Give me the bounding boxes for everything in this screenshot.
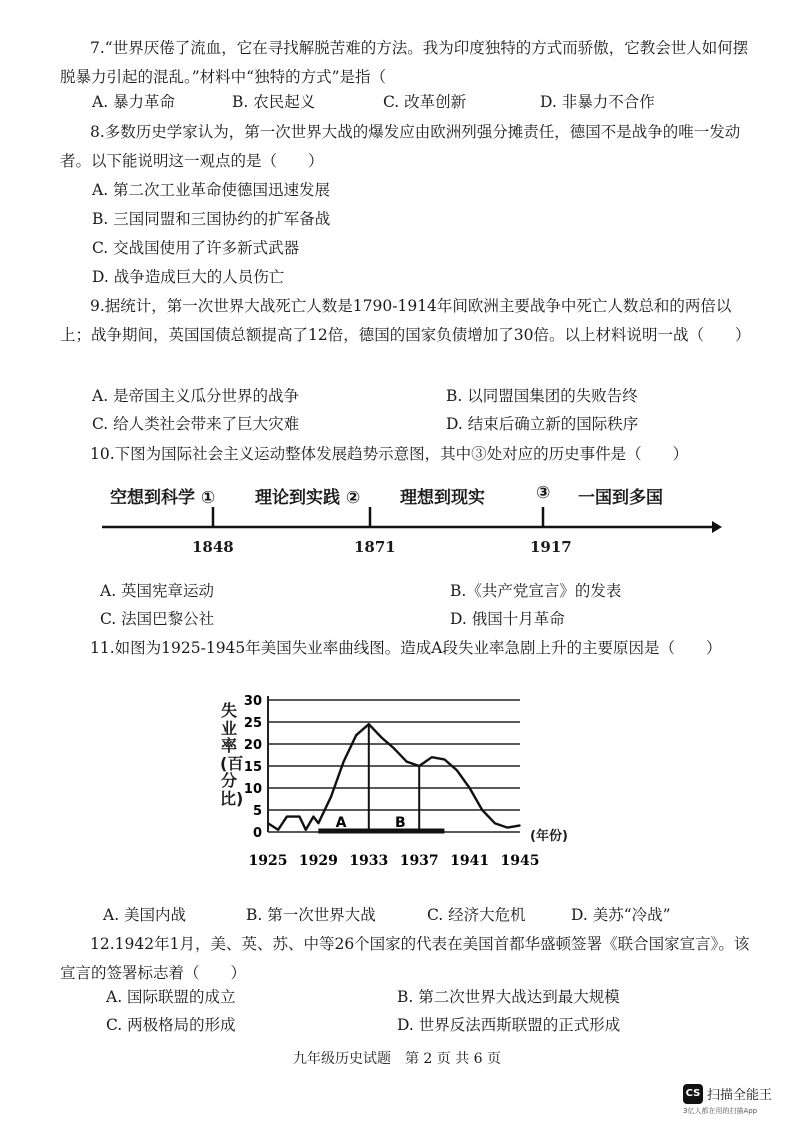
- data-point: [444, 759, 446, 761]
- q9-option-a: A. 是帝国主义瓜分世界的战争: [92, 387, 300, 405]
- question-8: [60, 118, 750, 176]
- data-point: [431, 756, 433, 758]
- question-12-stem: 12.1942年1月，美、英、苏、中等26个国家的代表在美国首都华盛顿签署《联合国家宣言》。该宣言的签署标志着（ ）: [60, 935, 750, 982]
- timeline-year-1: 1848: [192, 538, 234, 556]
- q7-option-a: A. 暴力革命: [92, 93, 176, 111]
- timeline-label-1: 空想到科学 ①: [110, 488, 216, 508]
- question-7: [60, 34, 750, 92]
- camscanner-icon: CS: [683, 1084, 703, 1104]
- scanner-title: 扫描全能王: [707, 1088, 773, 1103]
- question-10-stem: 10.下图为国际社会主义运动整体发展趋势示意图，其中③处对应的历史事件是（ ）: [90, 445, 689, 463]
- scanner-subtitle: 3亿人都在用的扫描App: [683, 1107, 758, 1115]
- segment-label-b: B: [394, 815, 406, 831]
- data-point: [305, 829, 307, 831]
- x-tick-label: 1945: [500, 853, 540, 868]
- data-point: [267, 822, 269, 824]
- chart-ylabel: 失业率(百分比): [220, 701, 244, 808]
- q9-option-b: B. 以同盟国集团的失败告终: [446, 387, 638, 405]
- data-point: [299, 816, 301, 818]
- y-tick-label: 10: [243, 782, 262, 797]
- y-tick-label: 20: [243, 738, 262, 753]
- q7-option-c: C. 改革创新: [383, 93, 467, 111]
- data-point: [481, 809, 483, 811]
- question-11: [60, 634, 750, 663]
- q10-option-c: C. 法国巴黎公社: [100, 610, 215, 628]
- chart-xlabel: (年份): [530, 829, 568, 844]
- y-tick-label: 15: [243, 760, 262, 775]
- data-point: [507, 827, 509, 829]
- q11-option-c: C. 经济大危机: [427, 906, 526, 924]
- q8-option-a: A. 第二次工业革命使德国迅速发展: [92, 181, 331, 199]
- unemployment-chart: [220, 688, 580, 868]
- x-tick-label: 1937: [399, 853, 439, 868]
- data-point: [469, 787, 471, 789]
- q11-option-d: D. 美苏“冷战”: [571, 906, 671, 924]
- q12-option-b: B. 第二次世界大战达到最大规模: [397, 988, 620, 1006]
- q12-option-a: A. 国际联盟的成立: [106, 988, 236, 1006]
- data-point: [343, 761, 345, 763]
- question-9: [60, 292, 750, 350]
- page-footer: 九年级历史试题 第 2 页 共 6 页: [292, 1051, 502, 1067]
- timeline-year-2: 1871: [354, 538, 396, 556]
- question-8-stem: 8.多数历史学家认为，第一次世界大战的爆发应由欧洲列强分摊责任，德国不是战争的唯一发动者。以下能说明这一观点的是（ ）: [60, 123, 741, 170]
- data-point: [330, 796, 332, 798]
- q8-option-b: B. 三国同盟和三国协约的扩军备战: [92, 210, 331, 228]
- data-point: [318, 822, 320, 824]
- q7-option-d: D. 非暴力不合作: [540, 93, 655, 111]
- data-point: [286, 816, 288, 818]
- data-point: [456, 770, 458, 772]
- x-tick-label: 1925: [248, 853, 288, 868]
- data-point: [368, 723, 370, 725]
- q11-option-b: B. 第一次世界大战: [246, 906, 376, 924]
- q10-option-d: D. 俄国十月革命: [450, 610, 565, 628]
- x-tick-label: 1941: [450, 853, 490, 868]
- q9-option-c: C. 给人类社会带来了巨大灾难: [92, 415, 300, 433]
- scanner-watermark: [683, 1082, 791, 1118]
- q12-option-c: C. 两极格局的形成: [106, 1016, 236, 1034]
- y-tick-label: 25: [243, 716, 262, 731]
- q8-option-c: C. 交战国使用了许多新式武器: [92, 239, 300, 257]
- data-point: [277, 829, 279, 831]
- question-9-stem: 9.据统计，第一次世界大战死亡人数是1790-1914年间欧洲主要战争中死亡人数总和的两倍以上；战争期间，英国国债总额提高了12倍，德国的国家负债增加了30倍。以上材料说明一战（ ）: [60, 297, 751, 344]
- unemployment-chart-svg: [220, 688, 580, 868]
- q7-option-b: B. 农民起义: [232, 93, 316, 111]
- data-point: [406, 761, 408, 763]
- q10-option-b: B.《共产党宣言》的发表: [450, 582, 622, 600]
- timeline-axis: [0, 505, 794, 545]
- q10-option-a: A. 英国宪章运动: [100, 582, 215, 600]
- data-point: [313, 816, 315, 818]
- data-point: [418, 765, 420, 767]
- question-11-stem: 11.如图为1925-1945年美国失业率曲线图。造成A段失业率急剧上升的主要原因是（ ）: [90, 639, 722, 657]
- timeline-year-3: 1917: [530, 538, 572, 556]
- q12-option-d: D. 世界反法西斯联盟的正式形成: [397, 1016, 621, 1034]
- x-tick-label: 1933: [349, 853, 389, 868]
- data-point: [355, 734, 357, 736]
- timeline-label-5: 一国到多国: [578, 488, 663, 508]
- segment-label-a: A: [335, 815, 347, 831]
- timeline-label-3: 理想到现实: [400, 488, 485, 508]
- y-tick-label: 30: [243, 694, 262, 709]
- timeline-label-2: 理论到实践 ②: [255, 488, 361, 508]
- x-tick-label: 1929: [298, 853, 338, 868]
- unemployment-line: [268, 724, 520, 830]
- data-point: [519, 825, 521, 827]
- y-tick-label: 0: [252, 826, 262, 841]
- question-10: [60, 440, 750, 469]
- timeline-label-4: ③: [536, 483, 551, 503]
- question-7-stem: 7.“世界厌倦了流血，它在寻找解脱苦难的方法。我为印度独特的方式而骄傲，它教会世人如何摆脱暴力引起的混乱。”材料中“独特的方式”是指（: [60, 39, 749, 86]
- q11-option-a: A. 美国内战: [103, 906, 187, 924]
- data-point: [494, 822, 496, 824]
- data-point: [381, 737, 383, 739]
- y-tick-label: 5: [252, 804, 262, 819]
- q8-option-d: D. 战争造成巨大的人员伤亡: [92, 268, 285, 286]
- data-point: [393, 748, 395, 750]
- question-12: [60, 930, 750, 988]
- q9-option-d: D. 结束后确立新的国际秩序: [446, 415, 639, 433]
